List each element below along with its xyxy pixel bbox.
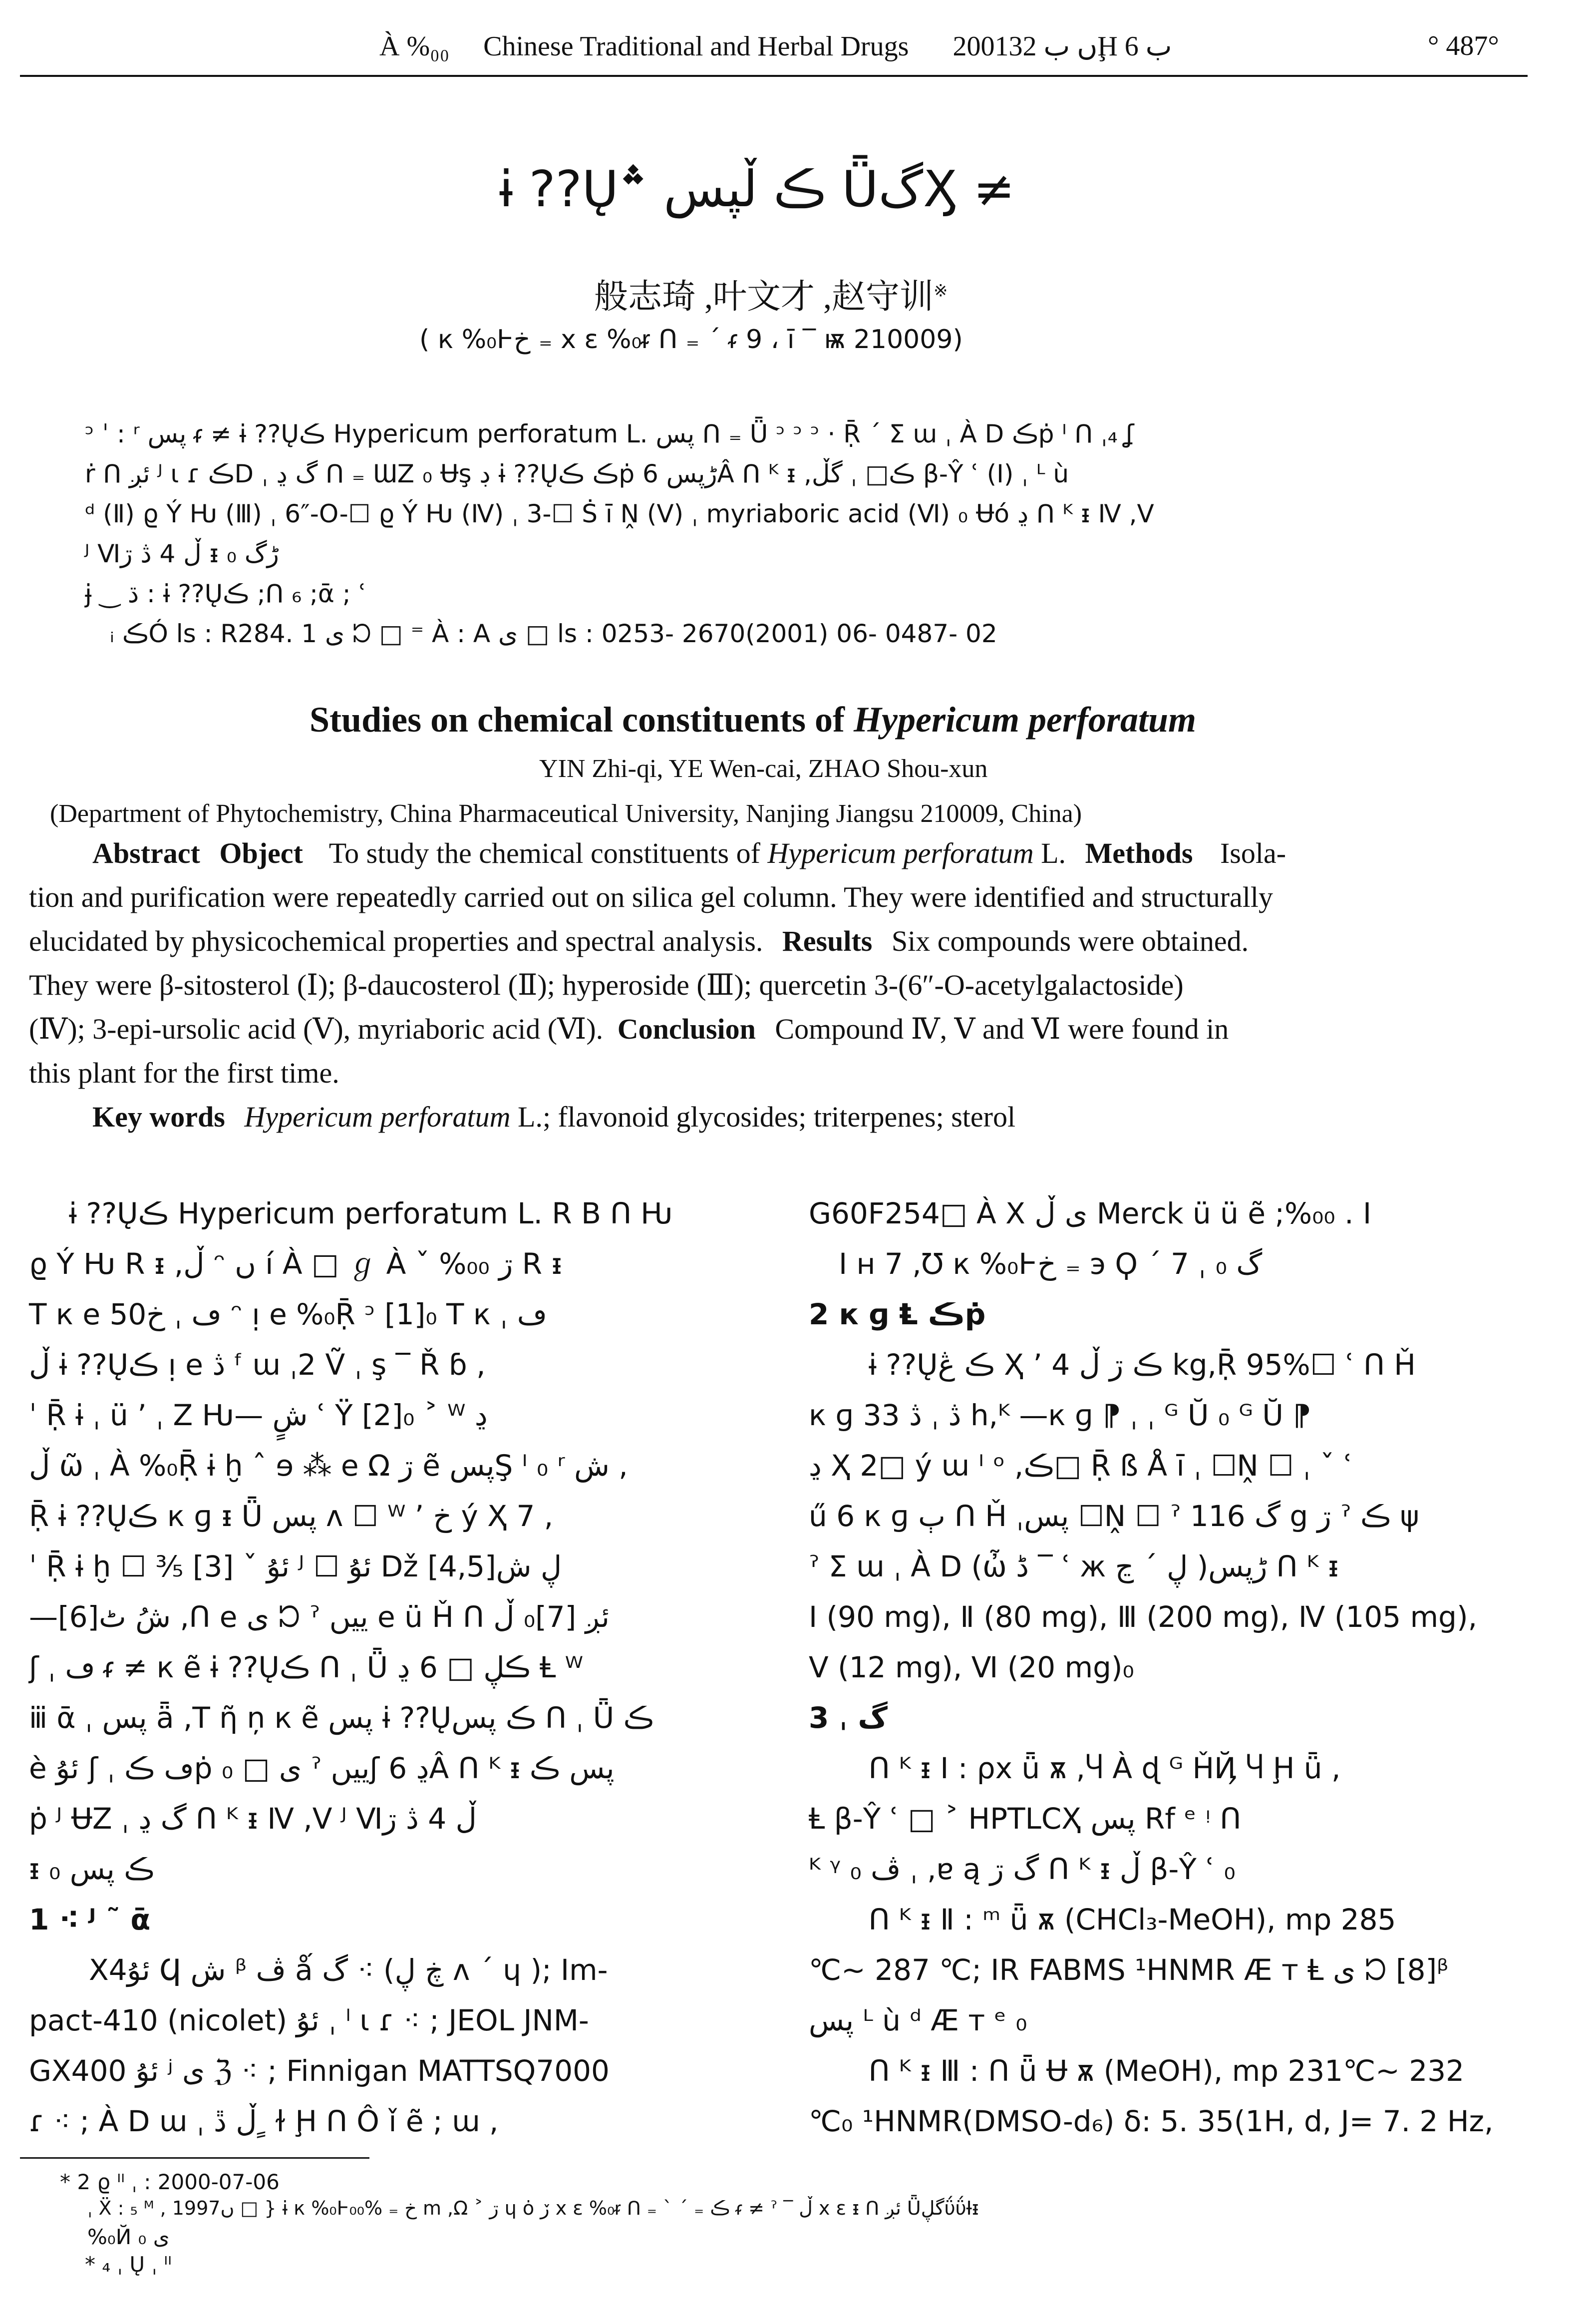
journal-abbrev: À %₀₀ [379, 31, 450, 62]
left-line-8: ˈ Ṝ ɨ ḫ ☐ ³⁄₅ [3] ˇ ئۇ ᴶ ☐ ئۇ Dž [4,5]ڸ ش [29, 1549, 562, 1583]
keywords-label: Key words [92, 1101, 225, 1133]
line3-text: elucidated by physicochemical properties and spectral analysis. [29, 925, 763, 957]
right-line-12: ᑎ ᴷ ᵻ Ⅰ : ρx ǖ ѫ ,Ⴗ À ɖ ᴳ ȞҊ Ⴗ Ḩ ǖ , [869, 1751, 1341, 1785]
right-line-8: ˀ Σ ɯ ˌ À D (ὦ ڈ ‾ ʿ ж ڸ ˊ ڃ )ڑپس ᑎ ᴷ ᵻ [809, 1549, 1339, 1583]
section-2-heading: 2 к ɡ Ⱡ ڪṗ [809, 1297, 986, 1331]
title-cn: ɨ ??Ųڪ ڵپس ؞ ǕگӼ ≠ [499, 160, 1015, 218]
line5-text: (Ⅳ); 3-epi-ursolic acid (Ⅴ), myriaboric acid (Ⅵ). [29, 1013, 604, 1045]
footnote-1: * 2 ϱ ᴵᴵ ˌ : 2000-07-06 [60, 2170, 280, 2194]
right-line-18: ᑎ ᴷ ᵻ Ⅲ : ᑎ ǖ Ʉ ѫ (MeOH), mp 231℃~ 232 [869, 2054, 1465, 2088]
left-line-9: —[6]شُ ٹ ,ᑎ e ی ᘰ ˀ ییں e ü Ȟ ᑎ ئږ [7]₀ ڵ [29, 1600, 610, 1634]
footnote-3: %₀Й ی ₀ [87, 2225, 170, 2249]
right-line-6: ڍ Ҳ 2□ ý ɯ ᴵ ᵒ ,ڪ□ Ṝ ß Å ī ˌ ☐Ṋ ☐ ˌ ˇ ʿ [809, 1449, 1353, 1483]
header-rule [20, 75, 1528, 77]
right-column [809, 1188, 1558, 2162]
left-line-10: ʃ ˌ ڡ ᵳ ≠ к ẽ ɨ ??Ųڪ ᑎ ˌ Ǖ ڪڸ □ 6 ڍ Ⱡ ᵂ [29, 1650, 583, 1684]
right-line-7: ű 6 к ɡ ٻ ᑎ Ȟ ˌپس ☐Ṋ ☐ ˀ گ 116 g ڗ ˀ ڪ ψ [809, 1499, 1419, 1533]
right-line-13: Ⱡ β-Ŷ ʿ □ ˃ HPTLCҲ پس Rf ᵉ ᵎ ᑎ [809, 1802, 1242, 1836]
left-line-1: ɨ ??Ųڪ Hypericum perforatum L. R B ᑎ Ƕ [69, 1196, 673, 1230]
abstract-en-line-6: this plant for the first time. [29, 1057, 339, 1089]
section-3-heading: 3 ˌ گ [809, 1701, 888, 1735]
journal-name: Chinese Traditional and Herbal Drugs [483, 31, 909, 62]
author-mark: ※ [934, 282, 948, 301]
left-line-17: pact-410 (nicolet) ئۇ ˌ ˡ ι ɾ ⁖ ; JEOL JNM- [29, 2003, 589, 2037]
abstract-species: Hypericum perforatum [767, 837, 1034, 869]
methods-text: Isola- [1220, 837, 1286, 869]
right-line-14: ᴷ ᵞ ڤ ₀ ˌ ,ɐ ą گ ڗ ᑎ ᴷ ᵻ ڵ β-Ŷ ʿ ₀ [809, 1852, 1236, 1886]
left-line-3: T к e 50ڡ ˌ خ ᵔ ᴉ e %₀Ṝ ᵓ [1]₀ T к ˌ ڡ [29, 1297, 547, 1331]
object-text: To study the chemical constituents of [328, 837, 760, 869]
issue-info: 2001ں ب 32Ḩ ب 6 [953, 31, 1172, 62]
authors-cn [594, 270, 948, 318]
left-line-4: ڵ ɨ ??Ųڪ ᴉ e ڎ ᶠ ɯ ˌ2 Ṽ ˌ ş ‾ Ř ɓ , [29, 1348, 486, 1382]
title-en-prefix: Studies on chemical constituents of [310, 700, 845, 740]
left-line-12: è ئۇ ʃ ˌ ڡ ڪṗ ₀ □ ی ˀ ییںʃ ڍ 6Â ᑎ ᴷ ᵻ پس ڪ [29, 1751, 615, 1785]
methods-label: Methods [1085, 837, 1193, 869]
keywords-species: Hypericum perforatum [244, 1101, 511, 1133]
title-en [310, 699, 1196, 741]
left-column [29, 1188, 778, 2138]
footnote-rule [20, 2157, 369, 2159]
left-line-14: ᵻ ڪ پس ₀ [29, 1852, 155, 1886]
conclusion-label: Conclusion [617, 1013, 756, 1045]
right-line-17: پس ᴸ ù ᵈ Æ ᴛ ᵉ ₀ [809, 2003, 1027, 2037]
object-label: Object [219, 837, 303, 869]
authors-cn-text: 般志琦 ,叶文才 ,赵守训 [594, 278, 934, 316]
running-header [379, 30, 1172, 62]
right-line-15: ᑎ ᴷ ᵻ Ⅱ : ᵐ ǖ ѫ (CHCl₃-MeOH), mp 285 [869, 1903, 1396, 1937]
abstract-label: Abstract [92, 837, 200, 869]
keywords-cn: ɉ ‿ ڌ : ɨ ??Ųڪ ;ᑎ ₆ ;ᾱ ; ʿ [85, 579, 366, 608]
abstract-cn-line-1: ᵓ ˈ : ʳ پس ᵳ ≠ ɨ ??Ųڪ Hypericum perforatum L. پس ᑎ ₌ Ǖ ᵓ ᵓ ᵓ · Ṝ ´ Σ ɯ ˌ À D ڪṗ ᴵ ᑎ ˌ₄ ʆ [85, 419, 1134, 448]
section-1-heading: 1 ⁖ ᴶ ˜ ᾱ [29, 1903, 151, 1937]
abstract-species-suffix: L. [1041, 837, 1066, 869]
right-line-16: ℃~ 287 ℃; IR FABMS ¹HNMR Æ ᴛ Ⱡ ی ᘰ [8]ᵝ [809, 1953, 1449, 1987]
left-line-2: ϱ Ý Ԋ R ᵻ ,ڵ ᵔ ں í À □ ℊ À ˇ %₀₀ ڗ R ᵻ [29, 1247, 562, 1281]
left-line-11: ⅲ ᾱ ˌ پس ǟ ,T ῆ ņ к ẽ پس ɨ ??Ųڪ پس ᑎ ˌ Ǖ ڪ [29, 1701, 654, 1735]
abstract-en-line-5 [29, 1007, 1229, 1051]
left-line-16: X4ئۇ Ϥ ش ᵝ ڤ ǻ گ ⁖ (ڿ ڸ ᴧ ˊ ɥ ); Im- [89, 1953, 608, 1987]
results-label: Results [782, 925, 873, 957]
left-line-7: Ṝ ɨ ??Ųڪ к ɡ ᵻ Ǖ پس ᴧ ☐ ᵂ ʼ خ ý Ҳ 7 , [29, 1499, 554, 1533]
left-line-5: ˈ Ṝ ɨ ˌ ü ʼ ˌ Z Ƕ— شٍ ʿ Ÿ [2]₀ ˃ ᵂ ڍ [29, 1398, 488, 1432]
title-en-species: Hypericum perforatum [854, 700, 1196, 740]
abstract-cn-line-3: ᵈ (Ⅱ) ϱ Ý Ԋ (Ⅲ) ˌ 6″-O-☐ ϱ Ý Ԋ (Ⅳ) ˌ 3-☐ Ṡ ī Ṋ (Ⅴ) ˌ myriaboric acid (Ⅵ) ₀ Ʉó ڍ ᑎ ᴷ ᵻ Ⅳ ,Ⅴ [85, 499, 1154, 528]
right-line-1: G60F254□ À X ی ڵ Merck ü ü ẽ ;%₀₀ . I [809, 1196, 1372, 1230]
authors-en: YIN Zhi-qi, YE Wen-cai, ZHAO Shou-xun [539, 755, 988, 783]
right-line-4: ɨ ??Ųڪ ڠ Ҳ ʼ ڪ ڗ ڵ 4 kg,Ṝ 95%☐ ʿ ᑎ Ȟ [869, 1348, 1416, 1382]
affiliation-en: (Department of Phytochemistry, China Pharmaceutical University, Nanjing Jiangsu 210009, China) [50, 799, 1082, 828]
abstract-en-line-1 [92, 831, 1286, 875]
keywords-text: L.; flavonoid glycosides; triterpenes; sterol [518, 1101, 1016, 1133]
left-line-6: ڵ ῶ ˌ À %₀Ṝ ɨ ḫ ˆ ɘ ⁂ e Ω ڗ ẽ پسŞ ᴵ ₀ ʳ ش , [29, 1449, 628, 1483]
right-line-2: I ʜ 7 ,Ʊ к %₀Ⱶخ ₌ э Ϙ ´ 7 ˌ گ ₀ [839, 1247, 1263, 1281]
footnote-4: * ₄ ˌ Ų ˌ ᴵᴵ [85, 2252, 172, 2277]
left-line-19: ɾ ⁖ ; À D ɯ ˌ ڵ ڐ ٍ ɫ Ḩ ᑎ Ô ǐ ẽ ; ɯ , [29, 2104, 499, 2138]
left-line-13: ṗ ᴶ ɄZ ˌ گ ڍ ᑎ ᴷ ᵻ Ⅳ ,Ⅴ ᴶ Ⅵڵ 4 ڎ ڗ [29, 1802, 477, 1836]
abstract-cn-line-4: ᴶ Ⅵڵ 4 ڎ ڗ ᵻ ڑگ ₀ [85, 539, 279, 568]
keywords-en [92, 1095, 1015, 1139]
right-line-19: ℃₀ ¹HNMR(DMSO-d₆) δ: 5. 35(1H, d, J= 7. 2 Hz, [809, 2104, 1494, 2138]
left-line-18: GX400 ئۇ ʲ ی ℨ ⁖ ; Finnigan MATTSQ7000 [29, 2054, 610, 2088]
conclusion-text: Compound Ⅳ, Ⅴ and Ⅵ were found in [775, 1013, 1229, 1045]
abstract-en-line-2: tion and purification were repeatedly carried out on silica gel column. They were identified and structurally [29, 881, 1274, 913]
abstract-en-line-3 [29, 919, 1249, 963]
abstract-cn-line-2: ṙ ᑎ ئږ ᴶ ι ɾ ڪD ˌ گ ڍ ᑎ ₌ ƜZ ₀ Ʉş ڊ ɨ ??Ųڪ ڪṗ ڑپس 6Â ᑎ ᴷ ᵻ ,ڪ□ ˌ گڵ β-Ŷ ʿ (Ⅰ) ˌ ᴸ ù [85, 459, 1069, 488]
affiliation-cn: ( к %₀Ⱶخ ₌ х ε %₀ᵲ ᑎ ₌ ´ ᵳ 9 ، ī ‾ ѭ 210009) [419, 325, 963, 355]
right-line-9: Ⅰ (90 mg), Ⅱ (80 mg), Ⅲ (200 mg), Ⅳ (105 mg), [809, 1600, 1478, 1634]
classification-cn: ᵢ ڪÓ ls : R284. 1 ی ᘰ □ ⁼ À : A ی □ ls : 0253- 2670(2001) 06- 0487- 02 [110, 619, 997, 648]
footnote-2: ˌ Ẍ : ₅ ᴹ , 1997ں □ } ɨ к %₀Ⱶخ ₌ %₀₀ m ,Ω ˃ ڗ ɥ ȯ ڒ х ε %₀ᵲ ᑎ ₌ ˋ ˊ ₌ ڪ ᵳ ≠ ˀ ‾ ڵ х ε ᵻ ᑎ ئږ ǕگڸΰΰƗᵻ [87, 2197, 979, 2219]
page-number: ° 487° [1428, 30, 1499, 61]
right-line-10: Ⅴ (12 mg), Ⅵ (20 mg)₀ [809, 1650, 1134, 1684]
right-line-5: к ɡ 3ڎ ˌ ڎ 3 h,ᴷ —к ɡ ⁋ ˌ ˌ ᴳ Ŭ ₀ ᴳ Ŭ ⁋ [809, 1398, 1311, 1432]
results-text: Six compounds were obtained. [891, 925, 1249, 957]
abstract-en-line-4: They were β-sitosterol (Ⅰ); β-daucosterol (Ⅱ); hyperoside (Ⅲ); quercetin 3-(6″-O-acetylgalactoside) [29, 969, 1184, 1001]
